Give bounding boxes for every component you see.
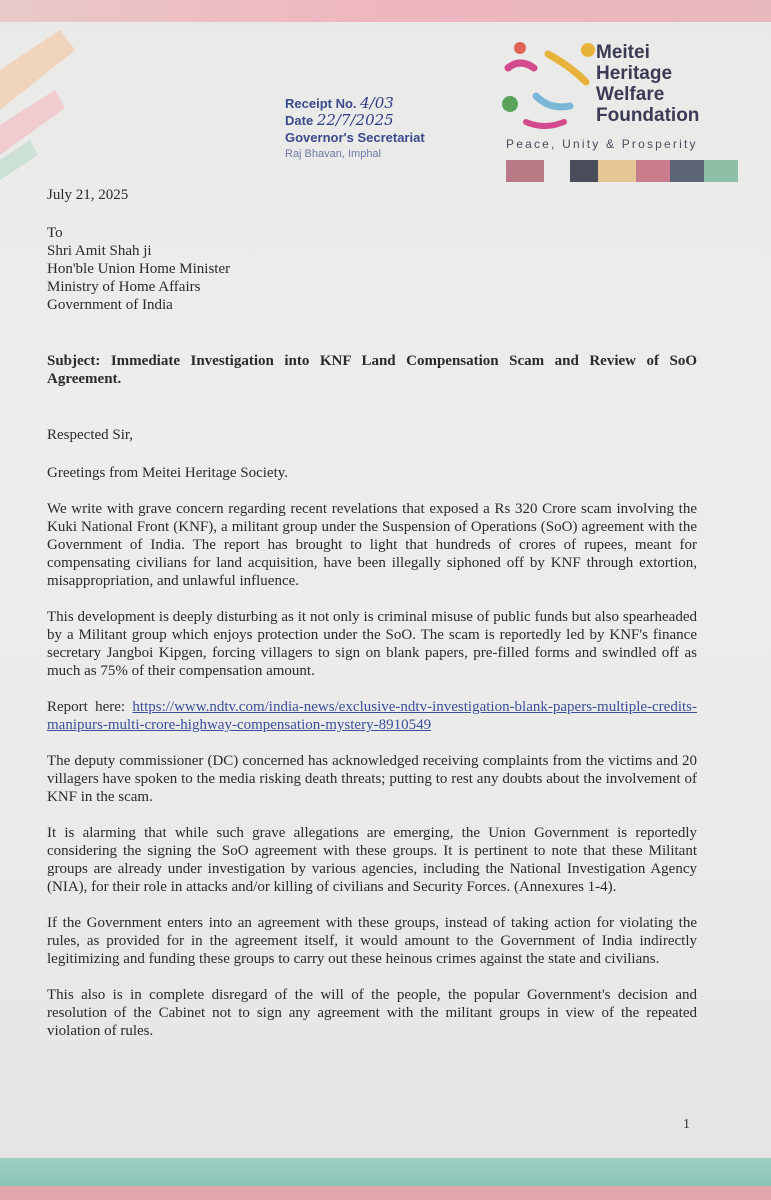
color-swatches <box>506 160 738 182</box>
org-name-line: Foundation <box>596 105 700 126</box>
receipt-stamp <box>285 95 425 163</box>
subject-line: Subject: Immediate Investigation into KNF Land Compensation Scam and Review of SoO Agreement. <box>47 353 697 387</box>
receipt-label: Receipt No. <box>285 96 357 111</box>
place-line: Raj Bhavan, Imphal <box>285 148 381 160</box>
recipient-line: Hon'ble Union Home Minister <box>47 261 231 277</box>
org-name-line: Welfare <box>596 84 665 105</box>
greeting: Greetings from Meitei Heritage Society. <box>47 465 289 481</box>
paragraph: If the Government enters into an agreement with these groups, instead of taking action for violating the rules, as provided for in the agreement itself, it would amount to the Government of India indirectly legitimizing and funding these groups to carry out these heinous crimes against the state and civilians. <box>47 915 697 967</box>
swatch <box>670 160 704 182</box>
paragraph: This development is deeply disturbing as it not only is criminal misuse of public funds but also spearheaded by a Militant group which enjoys protection under the SoO. The scam is reportedly led by KNF's finance secretary Jangboi Kipgen, forcing villagers to sign on blank papers, pre-filled forms and swindled off as much as 75% of their compensation amount. <box>47 609 697 679</box>
paragraph: The deputy commissioner (DC) concerned has acknowledged receiving complaints from the victims and 20 villagers have spoken to the media risking death threats; putting to rest any doubts about the involvement of KNF in the scam. <box>47 753 697 805</box>
recipient-line: Shri Amit Shah ji <box>47 243 152 259</box>
report-reference <box>47 698 697 734</box>
letter-date: July 21, 2025 <box>47 187 129 203</box>
swatch <box>598 160 636 182</box>
recipient-line: Government of India <box>47 297 173 313</box>
date-label: Date <box>285 113 314 128</box>
tagline: Peace, Unity & Prosperity <box>506 137 698 151</box>
swatch <box>704 160 738 182</box>
to-label: To <box>47 225 63 241</box>
receipt-date: 22/7/2025 <box>316 111 394 129</box>
top-color-band <box>0 0 771 22</box>
letter-body <box>47 186 697 1040</box>
report-label: Report here: <box>47 699 126 715</box>
recipient-line: Ministry of Home Affairs <box>47 279 201 295</box>
paragraph: We write with grave concern regarding recent revelations that exposed a Rs 320 Crore scam involving the Kuki National Front (KNF), a militant group under the Suspension of Operations (SoO) agreement with the Government of India. The report has brought to light that hundreds of crores of rupees, meant for compensating civilians for land acquisition, have been illegally siphoned off by KNF through extortion, misappropriation, and unlawful influence. <box>47 501 697 589</box>
swatch <box>636 160 670 182</box>
paragraph: It is alarming that while such grave allegations are emerging, the Union Government is reportedly considering the signing the SoO agreement with these groups. It is pertinent to note that these Militant groups are already under investigation by various agencies, including the National Investigation Agency (NIA), for their role in attacks and/or killing of civilians and Security Forces. (Annexures 1-4). <box>47 825 697 895</box>
org-name-line: Meitei <box>596 42 650 63</box>
office-line: Governor's Secretariat <box>285 130 425 145</box>
swatch <box>570 160 598 182</box>
report-link[interactable]: https://www.ndtv.com/india-news/exclusive-ndtv-investigation-blank-papers-multiple-credits-manipurs-multi-crore-highway-compensation-mystery-8910549 <box>47 699 697 733</box>
org-name-line: Heritage <box>596 63 673 84</box>
receipt-number: 4/03 <box>360 94 394 112</box>
page-number: 1 <box>683 1117 690 1132</box>
salutation: Respected Sir, <box>47 427 134 443</box>
paragraph: This also is in complete disregard of the will of the people, the popular Government's decision and resolution of the Cabinet not to sign any agreement with the militant groups in view of the repeated violation of rules. <box>47 987 697 1039</box>
swatch <box>506 160 544 182</box>
corner-decoration <box>0 30 80 180</box>
organization-name <box>596 42 699 126</box>
bottom-color-band-pink <box>0 1186 771 1200</box>
